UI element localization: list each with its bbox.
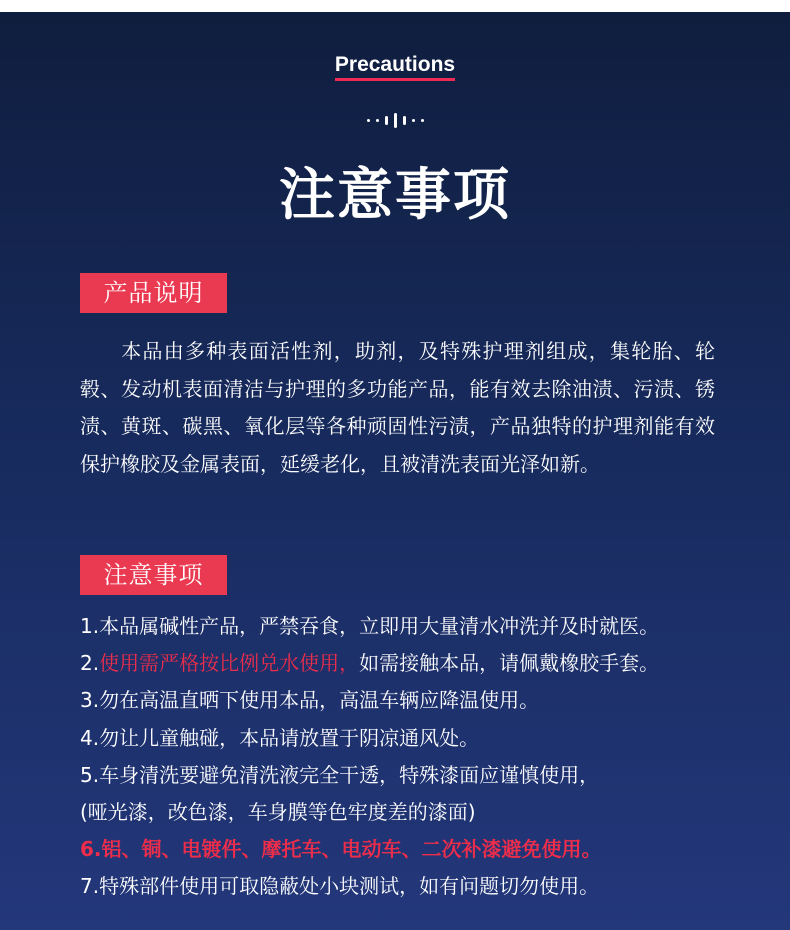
product-description bbox=[80, 333, 715, 483]
precaution-item-2 bbox=[80, 645, 750, 682]
product-description-text: 本品由多种表面活性剂，助剂，及特殊护理剂组成，集轮胎、轮毂、发动机表面清洁与护理的多功能产品，能有效去除油渍、污渍、锈渍、黄斑、碳黑、氧化层等各种顽固性污渍，产品独特的护理剂能有效保护橡胶及金属表面，延缓老化，且被清洗表面光泽如新。 bbox=[80, 339, 715, 476]
dots-divider-icon bbox=[0, 111, 790, 129]
section-tag-product: 产品说明 bbox=[80, 273, 227, 313]
eyebrow-text: Precautions bbox=[335, 53, 455, 81]
precaution-item-1: 1.本品属碱性产品，严禁吞食，立即用大量清水冲洗并及时就医。 bbox=[80, 614, 660, 638]
eyebrow-heading bbox=[0, 53, 790, 81]
precaution-item-6: 6.铝、铜、电镀件、摩托车、电动车、二次补漆避免使用。 bbox=[80, 837, 602, 862]
precaution-item-5: 5.车身清洗要避免清洗液完全干透，特殊漆面应谨慎使用， bbox=[80, 762, 600, 787]
precaution-item-3: 3.勿在高温直晒下使用本品，高温车辆应降温使用。 bbox=[80, 688, 540, 713]
precaution-item-4: 4.勿让儿童触碰，本品请放置于阴凉通风处。 bbox=[80, 725, 480, 750]
section-tag-precautions: 注意事项 bbox=[80, 555, 227, 595]
precautions-list bbox=[80, 608, 750, 906]
top-white-band bbox=[0, 0, 790, 12]
precaution-item-2-highlight: 使用需严格按比例兑水使用， bbox=[99, 651, 360, 676]
precaution-item-5-note: (哑光漆，改色漆，车身膜等色牢度差的漆面) bbox=[80, 800, 476, 825]
page-title: 注意事项 bbox=[279, 163, 511, 228]
precaution-item-7: 7.特殊部件使用可取隐蔽处小块测试，如有问题切勿使用。 bbox=[80, 874, 600, 899]
precaution-item-2-rest: 如需接触本品，请佩戴橡胶手套。 bbox=[359, 651, 660, 676]
precaution-item-2-number: 2. bbox=[80, 651, 100, 676]
